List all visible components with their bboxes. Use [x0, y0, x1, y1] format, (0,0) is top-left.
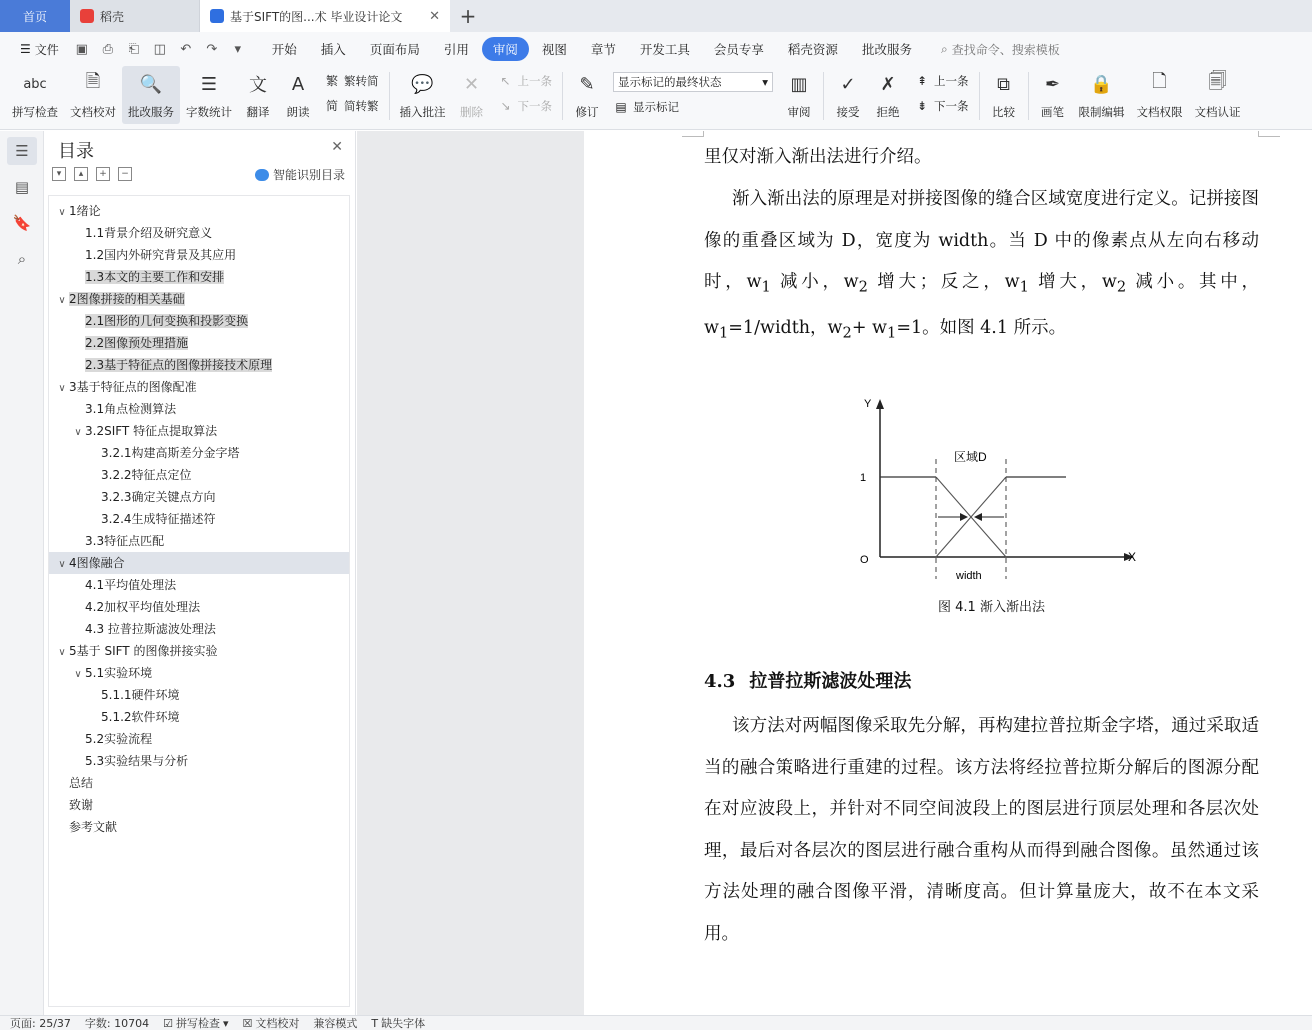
para1-text: + w	[851, 318, 888, 338]
tab-document-label: 基于SIFT的图...术 毕业设计论文	[230, 9, 403, 24]
origin-label: O	[860, 554, 869, 566]
toc-item[interactable]	[49, 662, 349, 684]
simp-to-trad-button[interactable]	[324, 98, 379, 114]
redo-icon[interactable]: ↷	[206, 41, 218, 57]
expand-chevron-icon[interactable]: ∨	[58, 383, 66, 394]
menu-item[interactable]: 引用	[443, 42, 469, 57]
prev-change-label: 上一条	[934, 73, 969, 88]
hamburger-icon: ☰	[20, 42, 31, 56]
ai-icon	[255, 169, 269, 181]
para1-text: =1。如图 4.1 所示。	[896, 318, 1067, 338]
search-icon: ⌕	[940, 41, 948, 56]
save-icon[interactable]: ▣	[75, 41, 88, 57]
subscript: 2	[1116, 278, 1127, 296]
toc-list	[48, 195, 350, 1007]
subscript: 2	[842, 324, 852, 342]
toc-item[interactable]	[49, 464, 349, 486]
prev-comment-label: 上一条	[517, 73, 552, 88]
toc-item-label: 5.1实验环境	[85, 666, 153, 680]
delete-comment-icon: ✕	[463, 73, 480, 95]
toc-item[interactable]	[49, 222, 349, 244]
word-count-indicator[interactable]: 字数: 10704	[84, 1017, 150, 1030]
proof-icon: ☒	[242, 1016, 253, 1030]
toc-item-label: 4.1平均值处理法	[85, 578, 177, 592]
doc-proof-label: 文档校对	[70, 105, 116, 119]
doc-proof-icon: 🗎	[85, 71, 101, 92]
missing-font-button[interactable]	[371, 1015, 425, 1030]
toc-item[interactable]	[49, 618, 349, 640]
toc-item-label: 2.2图像预处理措施	[85, 336, 189, 350]
toc-item[interactable]	[49, 288, 349, 310]
toc-item-label: 1绪论	[69, 204, 101, 218]
close-icon[interactable]: ✕	[429, 8, 440, 24]
toc-item[interactable]	[49, 332, 349, 354]
toc-item[interactable]	[49, 574, 349, 596]
markup-state-value: 显示标记的最终状态	[618, 74, 722, 89]
one-label: 1	[860, 472, 867, 484]
toc-item[interactable]	[49, 596, 349, 618]
accept-button[interactable]	[828, 66, 868, 124]
toc-item-label: 5.1.1硬件环境	[101, 688, 180, 702]
toc-item[interactable]	[49, 354, 349, 376]
menu-item[interactable]: 插入	[320, 42, 346, 57]
new-tab-button[interactable]: +	[459, 4, 477, 28]
doc-cert-button[interactable]	[1189, 66, 1247, 124]
spell-check-status-label: 拼写检查	[175, 1017, 220, 1030]
toc-item[interactable]	[49, 376, 349, 398]
tab-home-label: 首页	[22, 9, 47, 24]
para1-text: 渐入渐出法的原理是对拼接图像的缝合区域宽度进行定义。记拼接图像的重叠区域为 D，宽度为 width。当 D 中的像素点从左向右移动时，w	[704, 189, 1259, 292]
toc-item[interactable]	[49, 398, 349, 420]
spell-check-label: 拼写检查	[12, 105, 58, 119]
tab-home[interactable]	[0, 0, 70, 32]
toc-item[interactable]	[49, 706, 349, 728]
toc-item-label: 致谢	[69, 798, 94, 812]
review-pane-button[interactable]	[779, 66, 819, 124]
menu-bar	[0, 32, 1312, 66]
para1-text: 减小。其中，w	[704, 272, 1260, 338]
export-pdf-icon[interactable]: ⎙	[102, 41, 113, 57]
insert-comment-icon: 💬	[411, 73, 434, 95]
bookmark-icon[interactable]: 🔖	[12, 214, 32, 232]
fade-method-figure	[854, 393, 1154, 593]
print-icon[interactable]: ⎗	[128, 41, 139, 57]
y-axis-arrow	[876, 399, 884, 409]
doc-cert-label: 文档认证	[1194, 105, 1241, 119]
compare-icon: ⧉	[997, 73, 1010, 95]
toc-item-label: 1.1背景介绍及研究意义	[85, 226, 213, 240]
toc-item[interactable]	[49, 772, 349, 794]
toc-item-label: 5.3实验结果与分析	[85, 754, 189, 768]
pen-label: 画笔	[1041, 105, 1064, 119]
smart-toc-button[interactable]	[255, 166, 345, 183]
menu-item[interactable]: 页面布局	[369, 42, 420, 57]
restrict-edit-button[interactable]	[1073, 66, 1131, 124]
spell-check-icon: abc	[23, 76, 47, 92]
toc-item-label: 3.2.4生成特征描述符	[101, 512, 216, 526]
menu-item[interactable]: 视图	[541, 42, 567, 57]
tab-daoke-label: 稻壳	[100, 9, 125, 24]
accept-icon: ✓	[840, 73, 856, 95]
toc-item-label: 3.1角点检测算法	[85, 402, 177, 416]
compare-label: 比较	[992, 105, 1015, 119]
toc-item-label: 参考文献	[69, 820, 118, 834]
subscript: 1	[887, 324, 897, 342]
chevron-down-icon: ▾	[222, 1016, 229, 1030]
trad-to-simp-button[interactable]	[324, 73, 379, 89]
revise-service-label: 批改服务	[128, 105, 174, 119]
track-changes-label: 修订	[575, 105, 599, 119]
quick-access-dropdown-icon[interactable]: ▾	[234, 41, 242, 57]
toc-item[interactable]	[49, 266, 349, 288]
navigation-strip	[0, 131, 44, 1015]
y-axis-label: Y	[864, 398, 872, 410]
toc-item-label: 总结	[69, 776, 94, 790]
toc-item-label: 3基于特征点的图像配准	[69, 380, 197, 394]
doc-proof-status[interactable]	[243, 1015, 300, 1030]
prev-change-button[interactable]	[914, 73, 969, 89]
collapse-all-icon[interactable]: ▴	[74, 167, 88, 181]
ribbon-separator	[979, 72, 980, 120]
comment-nav-group	[492, 66, 559, 120]
menu-item[interactable]: 会员专享	[713, 42, 764, 57]
toc-item-label: 2.1图形的几何变换和投影变换	[85, 314, 249, 328]
markup-group	[607, 66, 779, 120]
lock-icon: 🔒	[1090, 73, 1113, 95]
toc-item-label: 1.2国内外研究背景及其应用	[85, 248, 237, 262]
next-change-label: 下一条	[934, 98, 969, 113]
read-aloud-button[interactable]	[278, 66, 318, 124]
toc-item-label: 3.2.1构建高斯差分金字塔	[101, 446, 240, 460]
revise-service-button[interactable]	[122, 66, 180, 124]
translate-button[interactable]	[238, 66, 278, 124]
doc-proof-button[interactable]	[64, 66, 122, 124]
tab-document[interactable]	[200, 0, 450, 32]
toc-item-label: 4图像融合	[69, 556, 125, 570]
doc-proof-status-label: 文档校对	[255, 1017, 300, 1030]
subscript: 1	[761, 278, 771, 296]
toc-item-label: 3.2.3确定关键点方向	[101, 490, 216, 504]
toc-item-label: 5.1.2软件环境	[101, 710, 180, 724]
expand-chevron-icon[interactable]: ∨	[58, 207, 66, 218]
toc-item-label: 3.2.2特征点定位	[101, 468, 192, 482]
width-label: width	[956, 570, 982, 582]
tab-daoke[interactable]	[70, 0, 200, 32]
next-comment-button[interactable]	[498, 98, 553, 114]
track-changes-button[interactable]	[567, 66, 607, 124]
convert-group	[318, 66, 385, 120]
show-markup-icon: ▤	[615, 99, 627, 114]
toc-item-label: 2图像拼接的相关基础	[69, 292, 185, 306]
menu-item[interactable]: 稻壳资源	[787, 42, 838, 57]
subscript: 2	[858, 278, 868, 296]
trad-to-simp-label: 繁转简	[344, 73, 379, 88]
menu-item[interactable]: 审阅	[482, 37, 529, 61]
toc-item-label: 4.2加权平均值处理法	[85, 600, 201, 614]
prev-comment-icon: ↖	[500, 73, 511, 88]
print-preview-icon[interactable]: ◫	[153, 41, 166, 57]
toc-item[interactable]	[49, 728, 349, 750]
revise-service-icon: 🔍	[139, 73, 163, 95]
pen-icon: ✒	[1044, 73, 1061, 95]
document-page[interactable]	[584, 131, 1312, 1015]
pen-button[interactable]	[1033, 66, 1073, 124]
ribbon-separator	[389, 72, 390, 120]
smart-toc-label: 智能识别目录	[272, 168, 345, 182]
toc-item[interactable]	[49, 310, 349, 332]
toc-item[interactable]	[49, 508, 349, 530]
menu-item[interactable]: 章节	[590, 42, 616, 57]
change-nav-group	[908, 66, 975, 120]
checkbox-icon: ☑	[163, 1016, 173, 1030]
expand-all-icon[interactable]: ▾	[52, 167, 66, 181]
simp-to-trad-icon: 简	[325, 99, 338, 113]
right-arrow-head	[974, 513, 982, 521]
toc-item[interactable]	[49, 684, 349, 706]
delete-comment-button[interactable]	[452, 66, 492, 124]
command-search[interactable]	[941, 41, 1060, 58]
trad-to-simp-icon: 繁	[325, 74, 338, 88]
undo-icon[interactable]: ↶	[180, 41, 192, 57]
para1-text: 减小，w	[770, 272, 859, 292]
delete-comment-label: 删除	[460, 105, 483, 119]
toc-item-label: 3.3特征点匹配	[85, 534, 165, 548]
toc-item[interactable]	[49, 442, 349, 464]
translate-label: 翻译	[246, 105, 270, 119]
toc-item[interactable]	[49, 486, 349, 508]
spell-check-toggle[interactable]	[163, 1015, 228, 1030]
next-comment-label: 下一条	[517, 98, 552, 113]
status-bar	[0, 1015, 1312, 1030]
review-ribbon	[0, 66, 1312, 130]
accept-label: 接受	[836, 105, 860, 119]
toc-item[interactable]	[49, 640, 349, 662]
toc-panel	[44, 131, 356, 1015]
expand-chevron-icon[interactable]: ∨	[58, 559, 66, 570]
prev-change-icon: ⇞	[916, 73, 928, 88]
insert-comment-button[interactable]	[394, 66, 452, 124]
doc-permission-label: 文档权限	[1136, 105, 1183, 119]
para1-text: 增大；反之，w	[867, 272, 1020, 292]
tab-bar	[0, 0, 1312, 32]
toc-item-label: 1.3本文的主要工作和安排	[85, 270, 225, 284]
search-icon[interactable]: ⌕	[17, 250, 27, 268]
command-search-placeholder: 查找命令、搜索模板	[951, 42, 1060, 57]
doc-cert-icon: 🗐	[1208, 71, 1227, 92]
word-count-button[interactable]	[180, 66, 238, 124]
toc-panel-icon[interactable]: ☰	[7, 137, 37, 165]
toc-item[interactable]	[49, 200, 349, 222]
next-comment-icon: ↘	[500, 98, 511, 113]
subscript: 1	[1019, 278, 1029, 296]
section-title: 拉普拉斯滤波处理法	[749, 671, 912, 692]
toc-item[interactable]	[49, 530, 349, 552]
toc-item[interactable]	[49, 420, 349, 442]
read-aloud-label: 朗读	[286, 105, 310, 119]
compare-button[interactable]	[984, 66, 1024, 124]
toc-item-label: 3.2SIFT 特征点提取算法	[85, 424, 218, 438]
page-indicator[interactable]: 页面: 25/37	[10, 1017, 71, 1030]
reject-label: 拒绝	[876, 105, 900, 119]
ribbon-separator	[823, 72, 824, 120]
menu-items	[261, 37, 923, 61]
left-arrow-head	[960, 513, 968, 521]
ribbon-separator	[1028, 72, 1029, 120]
toc-item[interactable]	[49, 552, 349, 574]
chapter-nav-icon[interactable]: ▤	[14, 178, 30, 196]
subscript: 1	[718, 324, 729, 342]
close-icon[interactable]: ✕	[331, 139, 343, 155]
page-corner-mark	[1258, 131, 1280, 137]
doc-permission-icon: 🗋	[1152, 71, 1167, 92]
file-menu-label: 文件	[34, 42, 59, 57]
toc-item-label: 5.2实验流程	[85, 732, 153, 746]
menu-item[interactable]: 开始	[271, 42, 297, 57]
toc-title: 目录	[58, 141, 94, 162]
toc-item-label: 2.3基于特征点的图像拼接技术原理	[85, 358, 273, 372]
paragraph-fade-method	[704, 179, 1259, 354]
spell-check-button[interactable]	[6, 66, 64, 124]
file-menu[interactable]	[12, 41, 67, 58]
toc-item[interactable]	[49, 244, 349, 266]
minus-icon[interactable]: −	[118, 167, 132, 181]
toc-item[interactable]	[49, 816, 349, 838]
toc-item-label: 5基于 SIFT 的图像拼接实验	[69, 644, 218, 658]
toc-item-label: 4.3 拉普拉斯滤波处理法	[85, 622, 216, 636]
chevron-down-icon: ▾	[762, 74, 768, 89]
insert-comment-label: 插入批注	[399, 105, 446, 119]
expand-chevron-icon[interactable]: ∨	[58, 295, 66, 306]
missing-font-label: 缺失字体	[381, 1017, 426, 1030]
menu-item[interactable]: 批改服务	[861, 42, 912, 57]
doc-permission-button[interactable]	[1131, 66, 1189, 124]
paragraph-line: 里仅对渐入渐出法进行介绍。	[704, 147, 932, 167]
figure-caption: 图 4.1 渐入渐出法	[938, 600, 1045, 615]
expand-chevron-icon[interactable]: ∨	[74, 427, 82, 438]
next-change-button[interactable]	[914, 98, 969, 114]
translate-icon: 文	[249, 75, 267, 96]
restrict-edit-label: 限制编辑	[1078, 105, 1125, 119]
prev-comment-button[interactable]	[498, 73, 553, 89]
next-change-icon: ⇟	[916, 98, 928, 113]
reject-icon: ✗	[880, 73, 896, 95]
page-corner-mark	[682, 131, 704, 137]
review-pane-icon: ▥	[790, 73, 808, 95]
compat-mode: 兼容模式	[313, 1017, 358, 1030]
track-changes-icon: ✎	[579, 73, 595, 95]
show-markup-label: 显示标记	[633, 99, 679, 114]
toc-toolbar	[52, 167, 132, 181]
para1-text: =1/width，w	[728, 318, 843, 338]
show-markup-button[interactable]	[613, 99, 773, 115]
read-aloud-icon: A	[291, 73, 305, 95]
toc-item[interactable]	[49, 794, 349, 816]
word-count-label: 字数统计	[186, 105, 232, 119]
plus-icon[interactable]: +	[96, 167, 110, 181]
para1-text: 增大，w	[1028, 272, 1117, 292]
reject-button[interactable]	[868, 66, 908, 124]
daoke-logo-icon	[80, 9, 94, 23]
expand-chevron-icon[interactable]: ∨	[74, 669, 82, 680]
markup-state-dropdown[interactable]	[613, 72, 773, 92]
section-heading	[704, 667, 911, 693]
expand-chevron-icon[interactable]: ∨	[58, 647, 66, 658]
simp-to-trad-label: 简转繁	[344, 98, 379, 113]
toc-item[interactable]	[49, 750, 349, 772]
ribbon-separator	[562, 72, 563, 120]
paragraph-laplacian: 该方法对两幅图像采取先分解，再构建拉普拉斯金字塔，通过采取适当的融合策略进行重建的过程。该方法将经拉普拉斯分解后的图源分配在对应波段上，并针对不同空间波段上的图层进行顶层处理和各层次处理，最后对各层次的图层进行融合重构从而得到融合图像。虽然通过该方法处理的融合图像平滑，清晰度高。但计算量庞大，故不在本文采用。	[704, 716, 1259, 944]
section-number: 4.3	[704, 671, 736, 692]
x-axis-label: X	[1128, 550, 1137, 564]
font-icon: T	[371, 1016, 379, 1030]
menu-item[interactable]: 开发工具	[639, 42, 690, 57]
word-doc-icon	[210, 9, 224, 23]
word-count-icon: ☰	[200, 73, 218, 95]
review-pane-label: 审阅	[787, 105, 811, 119]
region-d-label: 区域D	[954, 450, 987, 464]
